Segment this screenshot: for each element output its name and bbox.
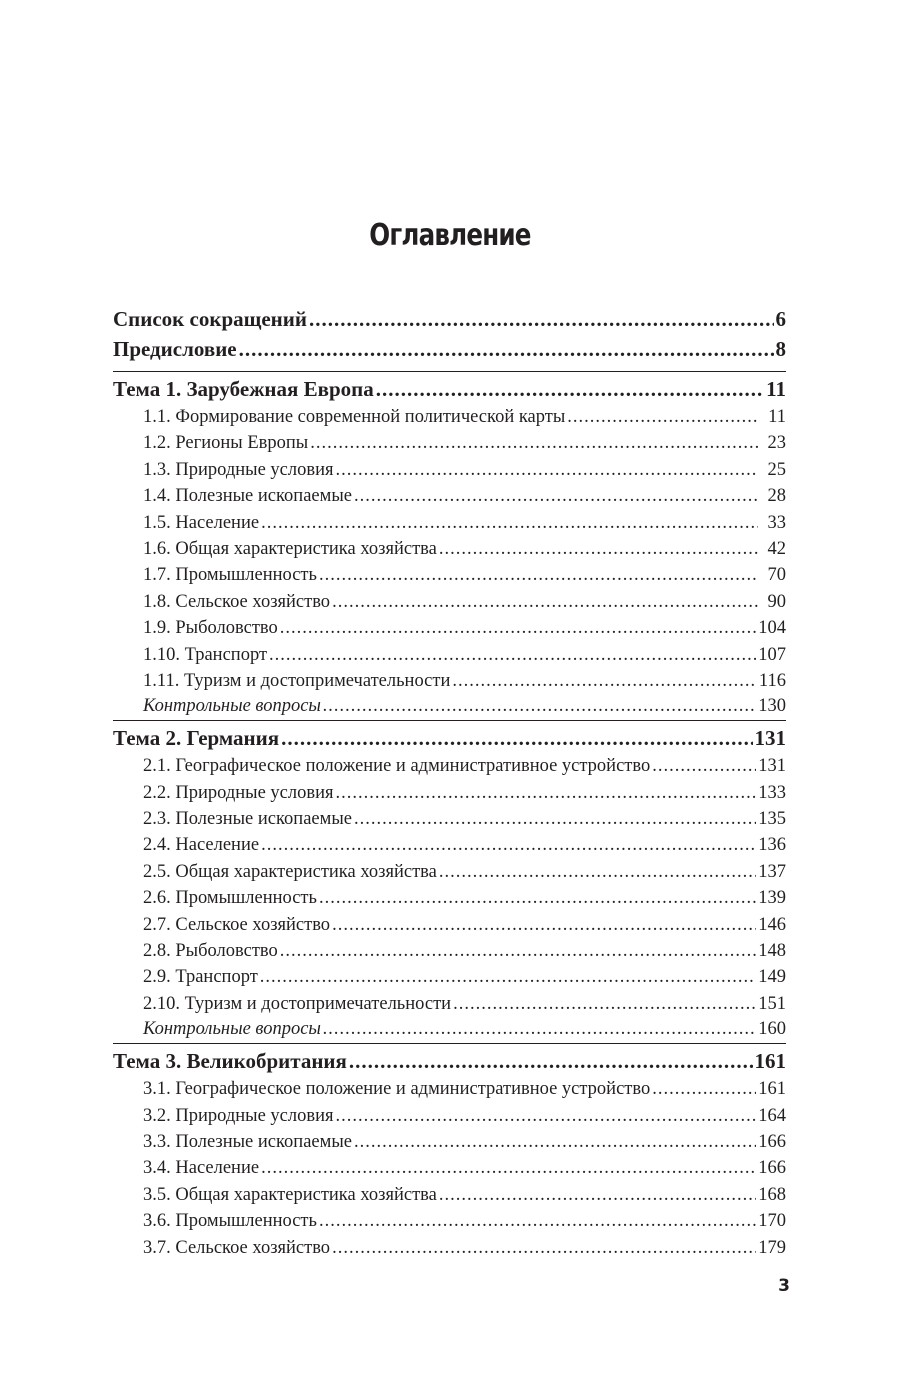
toc-chapter[interactable] [113, 371, 786, 404]
toc-section[interactable] [113, 780, 786, 806]
toc-entry-page: 166 [758, 1158, 786, 1179]
toc-section[interactable] [113, 991, 786, 1017]
dot-leader [354, 483, 758, 509]
toc-entry-page: 164 [758, 1105, 786, 1126]
toc-section[interactable] [113, 1155, 786, 1181]
dot-leader [323, 1017, 756, 1041]
toc-entry-title: 3.5. Общая характеристика хозяйства [143, 1184, 437, 1205]
toc-entry-title: 2.5. Общая характеристика хозяйства [143, 861, 437, 882]
toc-entry-title: 3.7. Сельское хозяйство [143, 1237, 331, 1258]
toc-entry-title: 1.7. Промышленность [143, 565, 317, 586]
toc-entry-title: 1.9. Рыболовство [143, 618, 278, 639]
toc-section[interactable] [113, 615, 786, 641]
toc-chapter[interactable] [113, 1043, 786, 1076]
dot-leader [336, 1103, 757, 1129]
toc-entry-title: 2.9. Транспорт [143, 967, 258, 988]
dot-leader [281, 723, 752, 753]
page-title: Оглавление [369, 218, 531, 253]
toc-entry-page: 23 [767, 433, 786, 454]
dot-leader [280, 938, 756, 964]
toc-entry-title: 3.3. Полезные ископаемые [143, 1131, 352, 1152]
toc-entry-page: 8 [775, 337, 786, 361]
toc-review-questions[interactable] [113, 1017, 786, 1041]
toc-entry-page: 161 [758, 1079, 786, 1100]
toc-section[interactable] [113, 1235, 786, 1261]
toc-section[interactable] [113, 668, 786, 694]
toc-entry-title: 2.1. Географическое положение и административное устройство [143, 756, 651, 777]
toc-entry-title: Контрольные вопросы [143, 1019, 321, 1040]
dot-leader [439, 1182, 756, 1208]
toc-entry-page: 90 [767, 591, 786, 612]
dot-leader [261, 1155, 756, 1181]
dot-leader [332, 912, 756, 938]
toc-entry-page: 149 [758, 967, 786, 988]
toc-entry-title: 2.8. Рыболовство [143, 941, 278, 962]
toc-section[interactable] [113, 457, 786, 483]
toc-section[interactable] [113, 1182, 786, 1208]
toc-entry-page: 137 [758, 861, 786, 882]
dot-leader [280, 615, 756, 641]
toc-entry-title: 3.2. Природные условия [143, 1105, 334, 1126]
toc-entry-title: Контрольные вопросы [143, 696, 321, 717]
toc-entry-page: 42 [767, 538, 786, 559]
table-of-contents [113, 304, 786, 1261]
toc-entry-title: Тема 2. Германия [113, 726, 280, 751]
dot-leader [376, 374, 764, 404]
toc-entry-title: 1.4. Полезные ископаемые [143, 486, 352, 507]
toc-entry-page: 179 [758, 1237, 786, 1258]
toc-entry-title: 3.1. Географическое положение и административное устройство [143, 1079, 651, 1100]
toc-entry-page: 131 [758, 756, 786, 777]
toc-section[interactable] [113, 964, 786, 990]
dot-leader [354, 806, 756, 832]
toc-entry-page: 166 [758, 1131, 786, 1152]
toc-entry-page: 170 [758, 1211, 786, 1232]
dot-leader [261, 832, 756, 858]
toc-entry-page: 28 [767, 486, 786, 507]
toc-entry-page: 146 [758, 914, 786, 935]
toc-entry-page: 131 [754, 726, 786, 751]
toc-section[interactable] [113, 1208, 786, 1234]
toc-entry-page: 6 [775, 307, 786, 331]
toc-section[interactable] [113, 885, 786, 911]
toc-entry-page: 11 [766, 377, 786, 401]
toc-section[interactable] [113, 938, 786, 964]
toc-section[interactable] [113, 536, 786, 562]
dot-leader [336, 780, 757, 806]
toc-entry-title: 1.6. Общая характеристика хозяйства [143, 538, 437, 559]
toc-entry-title: 2.6. Промышленность [143, 888, 317, 909]
toc-section[interactable] [113, 562, 786, 588]
toc-section[interactable] [113, 483, 786, 509]
dot-leader [310, 430, 758, 456]
toc-chapter[interactable] [113, 720, 786, 753]
toc-entry-page: 151 [758, 993, 786, 1014]
toc-section[interactable] [113, 753, 786, 779]
toc-entry-page: 161 [754, 1049, 786, 1074]
toc-section[interactable] [113, 912, 786, 938]
toc-section[interactable] [113, 832, 786, 858]
toc-entry-title: 1.1. Формирование современной политической карты [143, 407, 566, 427]
toc-section[interactable] [113, 510, 786, 536]
toc-entry-title: 2.10. Туризм и достопримечательности [143, 993, 452, 1014]
dot-leader [439, 859, 756, 885]
toc-entry-page: 148 [758, 941, 786, 962]
toc-entry-page: 25 [767, 459, 786, 480]
toc-entry-title: 1.10. Транспорт [143, 644, 268, 665]
toc-section[interactable] [113, 404, 786, 430]
toc-section[interactable] [113, 806, 786, 832]
dot-leader [269, 642, 756, 668]
dot-leader [453, 991, 756, 1017]
toc-entry-title: 3.6. Промышленность [143, 1211, 317, 1232]
toc-entry-page: 139 [758, 888, 786, 909]
toc-entry-page: 116 [758, 670, 786, 691]
dot-leader [349, 1046, 753, 1076]
toc-entry-title: Список сокращений [113, 307, 307, 331]
dot-leader [323, 694, 756, 718]
toc-entry-title: 2.2. Природные условия [143, 782, 334, 803]
toc-entry-page: 104 [758, 618, 786, 639]
toc-entry-title: 2.3. Полезные ископаемые [143, 809, 352, 830]
toc-entry-title: Тема 1. Зарубежная Европа [113, 377, 374, 401]
dot-leader [354, 1129, 756, 1155]
dot-leader [239, 334, 774, 364]
dot-leader [336, 457, 758, 483]
toc-section[interactable] [113, 1076, 786, 1102]
dot-leader [319, 1208, 756, 1234]
dot-leader [652, 753, 756, 779]
toc-entry-page: 168 [758, 1184, 786, 1205]
toc-section[interactable] [113, 1103, 786, 1129]
toc-entry-page: 70 [767, 565, 786, 586]
toc-entry-abbreviations[interactable] [113, 304, 786, 334]
toc-entry-title: 1.11. Туризм и достопримечательности [143, 670, 451, 691]
dot-leader [309, 304, 774, 334]
dot-leader [332, 1235, 756, 1261]
dot-leader [261, 510, 758, 536]
toc-entry-title: 2.7. Сельское хозяйство [143, 914, 331, 935]
toc-entry-page: 136 [758, 835, 786, 856]
dot-leader [319, 885, 756, 911]
toc-entry-page: 160 [758, 1019, 786, 1040]
dot-leader [567, 404, 758, 430]
toc-entry-title: 2.4. Население [143, 835, 260, 856]
toc-entry-page: 11 [768, 407, 786, 427]
toc-entry-title: 1.2. Регионы Европы [143, 433, 309, 454]
toc-entry-preface[interactable] [113, 334, 786, 364]
toc-review-questions[interactable] [113, 694, 786, 718]
dot-leader [319, 562, 758, 588]
toc-entry-title: Тема 3. Великобритания [113, 1049, 347, 1074]
toc-chapters [113, 371, 786, 1261]
dot-leader [439, 536, 758, 562]
toc-entry-page: 135 [758, 809, 786, 830]
toc-section[interactable] [113, 430, 786, 456]
toc-section[interactable] [113, 589, 786, 615]
toc-entry-page: 33 [767, 512, 786, 533]
dot-leader [452, 668, 757, 694]
toc-section[interactable] [113, 642, 786, 668]
dot-leader [652, 1076, 756, 1102]
toc-entry-title: 3.4. Население [143, 1158, 260, 1179]
page-number: 3 [778, 1276, 790, 1296]
toc-entry-page: 130 [758, 696, 786, 717]
toc-entry-title: 1.8. Сельское хозяйство [143, 591, 331, 612]
toc-section[interactable] [113, 1129, 786, 1155]
toc-entry-title: Предисловие [113, 337, 237, 361]
toc-entry-title: 1.5. Население [143, 512, 260, 533]
toc-entry-title: 1.3. Природные условия [143, 459, 334, 480]
dot-leader [332, 589, 758, 615]
toc-section[interactable] [113, 859, 786, 885]
dot-leader [260, 964, 756, 990]
toc-entry-page: 107 [758, 644, 786, 665]
toc-entry-page: 133 [758, 782, 786, 803]
